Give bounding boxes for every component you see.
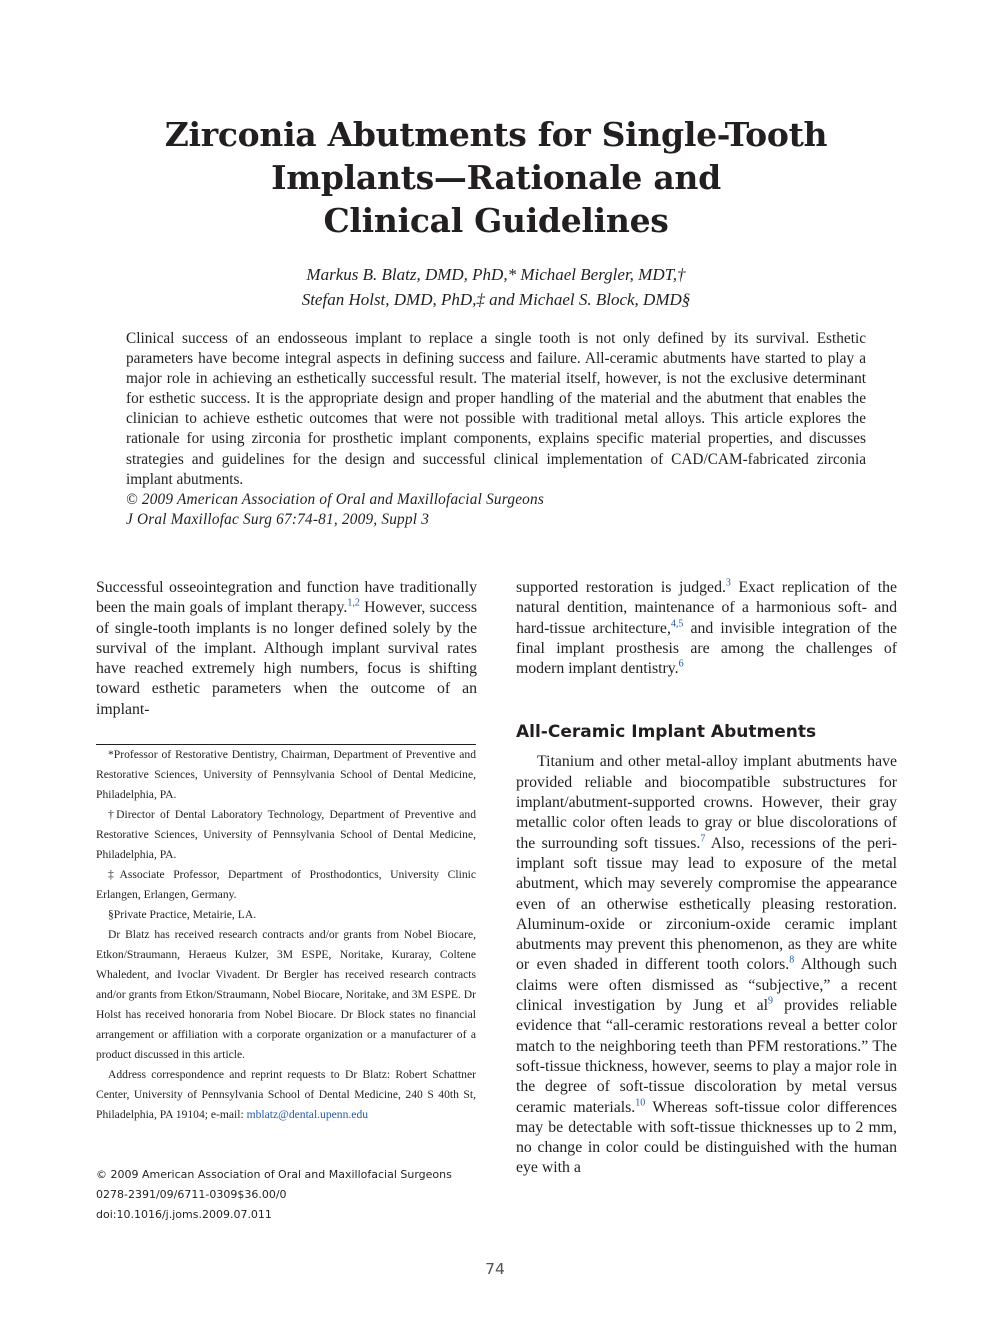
- footnote-block: §Private Practice, Metairie, LA.: [108, 908, 257, 921]
- reference-link[interactable]: 8: [789, 955, 795, 967]
- footnote-address: [96, 1065, 476, 1125]
- section-text-2: Also, recessions of the peri-implant soft tissue may lead to exposure of the metal abutment, which may severely compromise the appearance even of an otherwise esthetically pleasing restoration. Aluminum-oxide or zirconium-oxide ceramic implant abutments may prevent this phenomenon, as they are white or even shaded in different tooth colors.: [516, 834, 897, 974]
- continuation-text-2: Exact replication of the natural dentition, maintenance of a harmonious soft- and hard-tissue architecture,: [516, 579, 897, 637]
- author-list: [100, 262, 892, 312]
- section-text-1: Titanium and other metal-alloy implant abutments have provided reliable and biocompatible substructures for implant/abutment-supported crowns. However, their gray metallic color often leads to gray or blue discolorations of the surrounding soft tissues.: [516, 753, 897, 852]
- authors-line-1: Markus B. Blatz, DMD, PhD,* Michael Bergler, MDT,†: [306, 265, 686, 284]
- section-heading: All-Ceramic Implant Abutments: [516, 722, 817, 743]
- title-line-3: Clinical Guidelines: [323, 201, 669, 240]
- section-text-3: Although such claims were often dismissed as “subjective,” a recent clinical investigation by Jung et al: [516, 956, 897, 1015]
- abstract-copyright: © 2009 American Association of Oral and Maxillofacial Surgeons: [126, 490, 545, 508]
- abstract: [126, 329, 866, 530]
- meta-copyright: © 2009 American Association of Oral and Maxillofacial Surgeons: [96, 1168, 452, 1181]
- reference-link[interactable]: 9: [768, 995, 774, 1007]
- article-metadata: [96, 1165, 476, 1225]
- reference-link[interactable]: 7: [700, 833, 706, 845]
- intro-text-2: However, success of single-tooth implants is no longer defined solely by the survival of the implant. Although implant survival rates have reached extremely high numbers, focus is shifting toward esthetic parameters when the outcome of an implant-: [96, 599, 477, 718]
- email-link[interactable]: mblatz@dental.upenn.edu: [246, 1108, 369, 1121]
- reference-link[interactable]: 6: [678, 658, 684, 670]
- authors-line-2: Stefan Holst, DMD, PhD,‡ and Michael S. Block, DMD§: [301, 290, 691, 309]
- section-paragraph: [516, 752, 897, 1178]
- intro-continuation: [516, 578, 897, 679]
- abstract-text: Clinical success of an endosseous implant to replace a single tooth is not only defined by its survival. Esthetic parameters have become integral aspects in defining success and failure. All-ceramic abutments have started to play a major role in achieving an esthetically successful result. The material itself, however, is not the exclusive determinant for esthetic success. It is the appropriate design and proper handling of the material and the abutment that enables the clinician to achieve esthetic outcomes that were not possible with traditional metal alloys. This article explores the rationale for using zirconia for prosthetic implant components, explains specific material properties, and discusses strategies and guidelines for the design and successful clinical implementation of CAD/CAM-fabricated zirconia implant abutments.: [126, 330, 866, 488]
- title-line-2: Implants—Rationale and: [271, 158, 721, 197]
- title-line-1: Zirconia Abutments for Single-Tooth: [164, 115, 828, 154]
- meta-doi: doi:10.1016/j.joms.2009.07.011: [96, 1208, 272, 1221]
- journal-citation: J Oral Maxillofac Surg 67:74-81, 2009, Suppl 3: [126, 510, 430, 528]
- section-text-5: Whereas soft-tissue color differences may be detectable with soft-tissue thicknesses up to 2 mm, no change in color could be distinguished with the human eye with a: [516, 1098, 897, 1177]
- body-column-left: [96, 578, 477, 720]
- reference-link[interactable]: 3: [725, 577, 731, 589]
- footnote-bergler: †Director of Dental Laboratory Technology, Department of Preventive and Restorative Sciences, University of Pennsylvania School of Dental Medicine, Philadelphia, PA.: [96, 808, 476, 861]
- article-title: [100, 113, 892, 242]
- reference-link[interactable]: 4,5: [670, 618, 684, 630]
- continuation-text-1: supported restoration is judged.: [516, 579, 726, 596]
- meta-issn: 0278-2391/09/6711-0309$36.00/0: [96, 1188, 287, 1201]
- intro-text-1: Successful osseointegration and function have traditionally been the main goals of implant therapy.: [96, 579, 477, 617]
- reference-link[interactable]: 1,2: [347, 598, 360, 610]
- footnote-blatz: *Professor of Restorative Dentistry, Chairman, Department of Preventive and Restorative Sciences, University of Pennsylvania School of Dental Medicine, Philadelphia, PA.: [96, 748, 476, 801]
- footnotes: [96, 745, 476, 1125]
- body-column-right: [516, 578, 897, 1179]
- reference-link[interactable]: 10: [635, 1097, 646, 1109]
- footnote-disclosure: Dr Blatz has received research contracts and/or grants from Nobel Biocare, Etkon/Straumann, Heraeus Kulzer, 3M ESPE, Noritake, Kuraray, Coltene Whaledent, and Ivoclar Vivadent. Dr Bergler has received research contracts and/or grants from Etkon/Straumann, Nobel Biocare, Noritake, and 3M ESPE. Dr Holst has received honoraria from Nobel Biocare. Dr Block states no financial arrangement or affiliation with a corporate organization or a manufacturer of a product discussed in this article.: [96, 928, 476, 1061]
- section-text-4: provides reliable evidence that “all-ceramic restorations reveal a better color match to the neighboring teeth than PFM restorations.” The soft-tissue thickness, however, seems to play a major role in the degree of soft-tissue discoloration by metal versus ceramic materials.: [516, 997, 897, 1116]
- footnote-holst: ‡Associate Professor, Department of Prosthodontics, University Clinic Erlangen, Erlangen, Germany.: [96, 868, 476, 901]
- address-text: Address correspondence and reprint requests to Dr Blatz: Robert Schattner Center, University of Pennsylvania School of Dental Medicine, 240 S 40th St, Philadelphia, PA 19104; e-mail:: [96, 1068, 476, 1121]
- intro-paragraph: [96, 578, 477, 720]
- page-number: 74: [485, 1260, 505, 1278]
- continuation-text-3: and invisible integration of the final implant prosthesis are among the challenges of modern implant dentistry.: [516, 619, 897, 678]
